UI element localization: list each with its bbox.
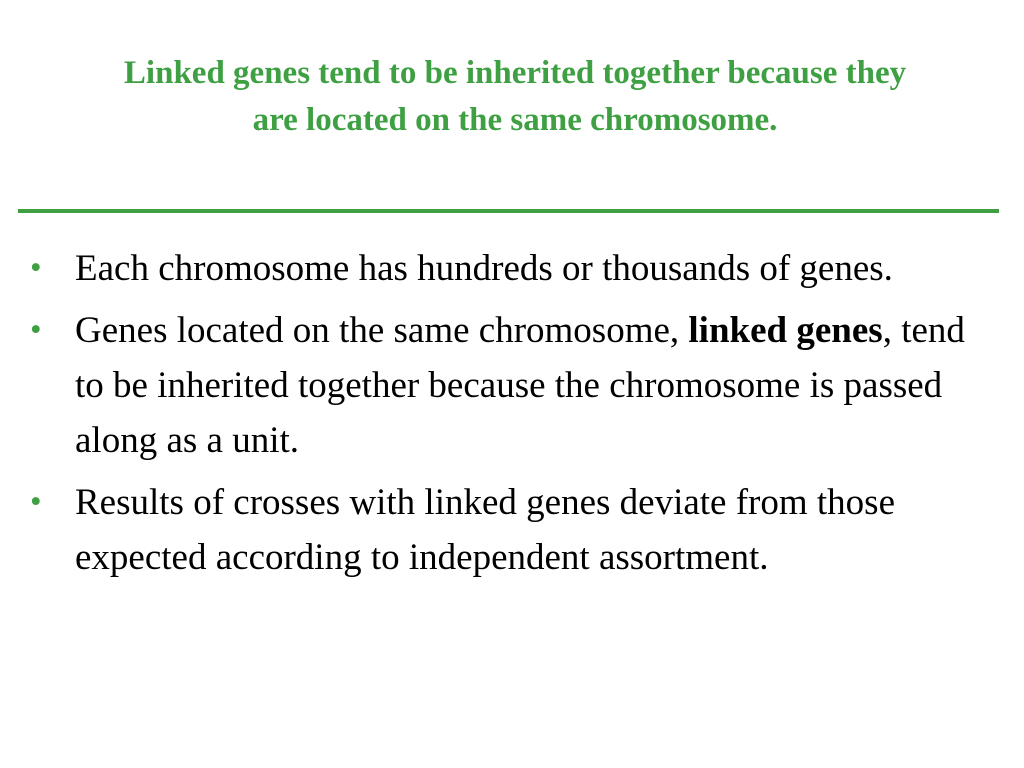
bullet-dot-icon: • [30, 312, 42, 348]
bullet-text: Results of crosses with linked genes deviate from those expected according to independent assortment. [75, 482, 895, 578]
slide-title-line-1: Linked genes tend to be inherited together because they [123, 55, 907, 91]
slide-title [30, 50, 1000, 144]
bullet-text-bold-term: linked genes [688, 310, 883, 351]
bullet-item-linked-genes [30, 303, 1000, 468]
title-divider [18, 209, 999, 213]
bullet-item-chromosome-genes [30, 241, 1000, 296]
bullet-list [30, 241, 1000, 592]
bullet-dot-icon: • [30, 484, 42, 520]
bullet-text: Each chromosome has hundreds or thousands of genes. [75, 248, 893, 289]
bullet-text-after: , tend to be inherited together because the chromosome is passed along as a unit. [75, 310, 965, 461]
bullet-dot-icon: • [30, 250, 42, 286]
bullet-text-before: Genes located on the same chromosome, [75, 310, 689, 351]
slide-title-line-2: are located on the same chromosome. [252, 102, 778, 138]
bullet-item-crosses-deviation [30, 475, 1000, 585]
